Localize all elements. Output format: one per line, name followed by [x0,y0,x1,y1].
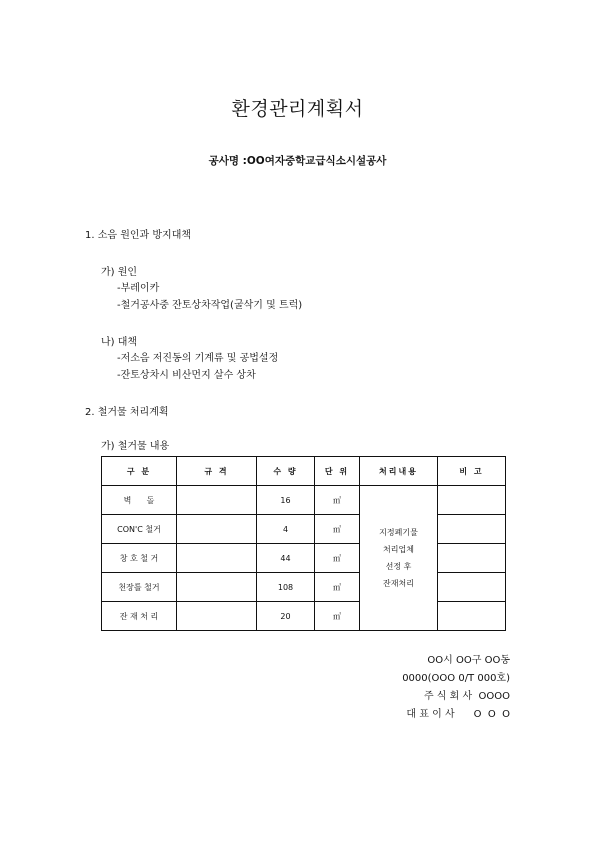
row-note [438,602,506,631]
row-spec [177,544,257,573]
header-unit: 단 위 [315,457,360,486]
table-row [102,602,506,631]
table-row [102,544,506,573]
process-line-2: 처리업체 [383,545,414,554]
document-title: 환경관리계획서 [231,98,364,120]
signature-number: 0000(OOO 0/T 000호) [402,673,510,684]
row-spec [177,602,257,631]
cause-label: 가) 원인 [101,267,138,278]
section1-heading: 1. 소음 원인과 방지대책 [85,230,192,241]
row-unit: ㎥ [315,515,360,544]
header-process: 처리내용 [360,457,438,486]
row-spec [177,573,257,602]
cause-item-1: -부레이카 [117,283,160,294]
demolition-table [101,456,506,631]
table-row [102,573,506,602]
section2-heading: 2. 철거물 처리계획 [85,407,169,418]
row-quantity: 4 [257,515,315,544]
row-spec [177,486,257,515]
row-unit: ㎥ [315,602,360,631]
measure-item-2: -잔토상차시 비산먼지 살수 상차 [117,370,256,381]
row-category: 잔 재 처 리 [102,602,177,631]
row-note [438,544,506,573]
signature-address: OO시 OO구 OO동 [427,655,510,666]
row-category: CON'C 철거 [102,515,177,544]
row-quantity: 20 [257,602,315,631]
row-note [438,515,506,544]
process-cell [360,486,438,631]
cause-item-2: -철거공사중 잔토상차작업(굴삭기 및 트럭) [117,300,303,311]
measure-label: 나) 대책 [101,337,138,348]
row-category: 창 호 철 거 [102,544,177,573]
demolition-label: 가) 철거물 내용 [101,441,170,452]
process-line-1: 지정폐기물 [379,528,418,537]
row-category: 천장틀 철거 [102,573,177,602]
project-name: 공사명 :OO여자중학교급식소시설공사 [208,155,387,167]
row-spec [177,515,257,544]
table-header-row [102,457,506,486]
table-row [102,486,506,515]
table-row [102,515,506,544]
row-unit: ㎥ [315,573,360,602]
row-quantity: 16 [257,486,315,515]
row-category: 벽 돌 [102,486,177,515]
signature-representative: 대 표 이 사 O O O [406,709,510,720]
header-quantity: 수 량 [257,457,315,486]
header-note: 비 고 [438,457,506,486]
row-quantity: 44 [257,544,315,573]
process-line-4: 잔재처리 [383,579,414,588]
row-unit: ㎥ [315,486,360,515]
row-note [438,573,506,602]
row-quantity: 108 [257,573,315,602]
process-line-3: 선정 후 [385,562,412,571]
row-unit: ㎥ [315,544,360,573]
measure-item-1: -저소음 저진동의 기계류 및 공법설정 [117,353,279,364]
header-category: 구 분 [102,457,177,486]
header-spec: 규 격 [177,457,257,486]
signature-company: 주 식 회 사 OOOO [423,691,510,702]
row-note [438,486,506,515]
